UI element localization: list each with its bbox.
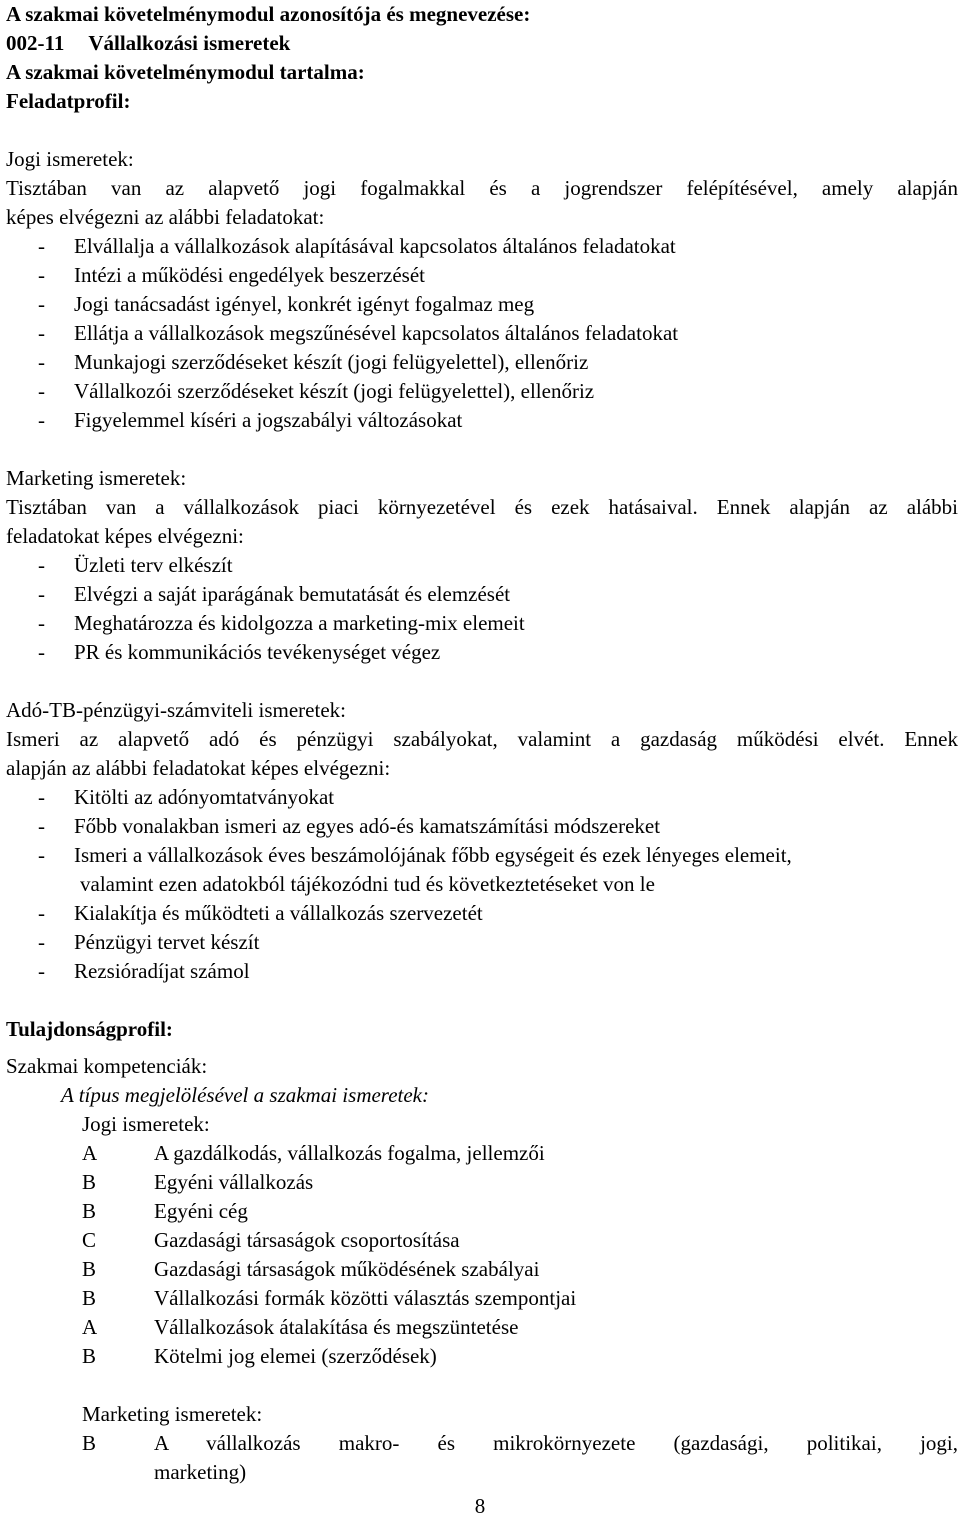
jogi-intro-2: képes elvégezni az alábbi feladatokat:	[6, 205, 325, 229]
ado-intro-2: alapján az alábbi feladatokat képes elvégezni:	[6, 756, 391, 780]
list-item: - Munkajogi szerződéseket készít (jogi felügyelettel), ellenőriz	[38, 350, 589, 374]
jogi-heading: Jogi ismeretek:	[6, 147, 134, 171]
list-item: - Jogi tanácsadást igényel, konkrét igényt fogalmaz meg	[38, 292, 535, 316]
table-row-continuation: marketing)	[154, 1460, 247, 1484]
table-row: B Egyéni vállalkozás	[82, 1170, 314, 1194]
tulajdonsag-jogi-heading: Jogi ismeretek:	[82, 1112, 210, 1136]
marketing-heading: Marketing ismeretek:	[6, 466, 187, 490]
list-item: - Elvállalja a vállalkozások alapításával kapcsolatos általános feladatokat	[38, 234, 676, 258]
tulajdonsag-marketing-heading: Marketing ismeretek:	[82, 1402, 263, 1426]
list-item: - Pénzügyi tervet készít	[38, 930, 260, 954]
module-code-line	[6, 29, 958, 58]
table-row: B Kötelmi jog elemei (szerződések)	[82, 1344, 437, 1368]
list-item: - Figyelemmel kíséri a jogszabályi változásokat	[38, 408, 463, 432]
list-item: - Üzleti terv elkészít	[38, 553, 233, 577]
feladatprofil-heading: Feladatprofil:	[6, 89, 131, 113]
table-row: C Gazdasági társaságok csoportosítása	[82, 1228, 460, 1252]
list-item: - Főbb vonalakban ismeri az egyes adó-és kamatszámítási módszereket	[38, 814, 661, 838]
module-name: Vállalkozási ismeretek	[88, 31, 291, 55]
tulajdonsagprofil-heading: Tulajdonságprofil:	[6, 1017, 173, 1041]
list-item: - Ellátja a vállalkozások megszűnésével kapcsolatos általános feladatokat	[38, 321, 679, 345]
table-row: B A vállalkozás makro- és mikrokörnyezete (gazdasági, politikai, jogi,	[82, 1431, 958, 1455]
list-item: - Ismeri a vállalkozások éves beszámolójának főbb egységeit és ezek lényeges elemeit,	[38, 843, 792, 867]
list-item: - PR és kommunikációs tevékenységet végez	[38, 640, 441, 664]
list-item: - Elvégzi a saját iparágának bemutatását és elemzését	[38, 582, 511, 606]
table-row: A Vállalkozások átalakítása és megszüntetése	[82, 1315, 519, 1339]
ado-intro-1: Ismeri az alapvető adó és pénzügyi szabályokat, valamint a gazdaság működési elvét. Ennek	[6, 727, 958, 751]
szakmai-kompetenciak-heading: Szakmai kompetenciák:	[6, 1054, 208, 1078]
list-item: - Intézi a működési engedélyek beszerzését	[38, 263, 426, 287]
ado-heading: Adó-TB-pénzügyi-számviteli ismeretek:	[6, 698, 346, 722]
table-row: A A gazdálkodás, vállalkozás fogalma, jellemzői	[82, 1141, 545, 1165]
list-item: - Vállalkozói szerződéseket készít (jogi felügyelettel), ellenőriz	[38, 379, 595, 403]
list-item: - Kitölti az adónyomtatványokat	[38, 785, 335, 809]
list-item: - Rezsióradíjat számol	[38, 959, 250, 983]
list-item: - Kialakítja és működteti a vállalkozás szervezetét	[38, 901, 483, 925]
table-row: B Egyéni cég	[82, 1199, 248, 1223]
module-code: 002-11	[6, 31, 65, 55]
marketing-intro-2: feladatokat képes elvégezni:	[6, 524, 244, 548]
list-item: - Meghatározza és kidolgozza a marketing-mix elemeit	[38, 611, 525, 635]
page-number: 8	[474, 1494, 486, 1518]
document-page	[6, 0, 958, 1487]
table-row: B Vállalkozási formák közötti választás szempontjai	[82, 1286, 577, 1310]
list-item-continuation: valamint ezen adatokból tájékozódni tud és következtetéseket von le	[80, 872, 655, 896]
marketing-intro-1: Tisztában van a vállalkozások piaci környezetével és ezek hatásaival. Ennek alapján az alábbi	[6, 495, 958, 519]
table-row: B Gazdasági társaságok működésének szabályai	[82, 1257, 540, 1281]
module-id-heading: A szakmai követelménymodul azonosítója és megnevezése:	[6, 2, 531, 26]
tipus-heading: A típus megjelölésével a szakmai ismeretek:	[61, 1083, 429, 1107]
module-content-heading: A szakmai követelménymodul tartalma:	[6, 60, 365, 84]
jogi-intro-1: Tisztában van az alapvető jogi fogalmakkal és a jogrendszer felépítésével, amely alapján	[6, 176, 958, 200]
